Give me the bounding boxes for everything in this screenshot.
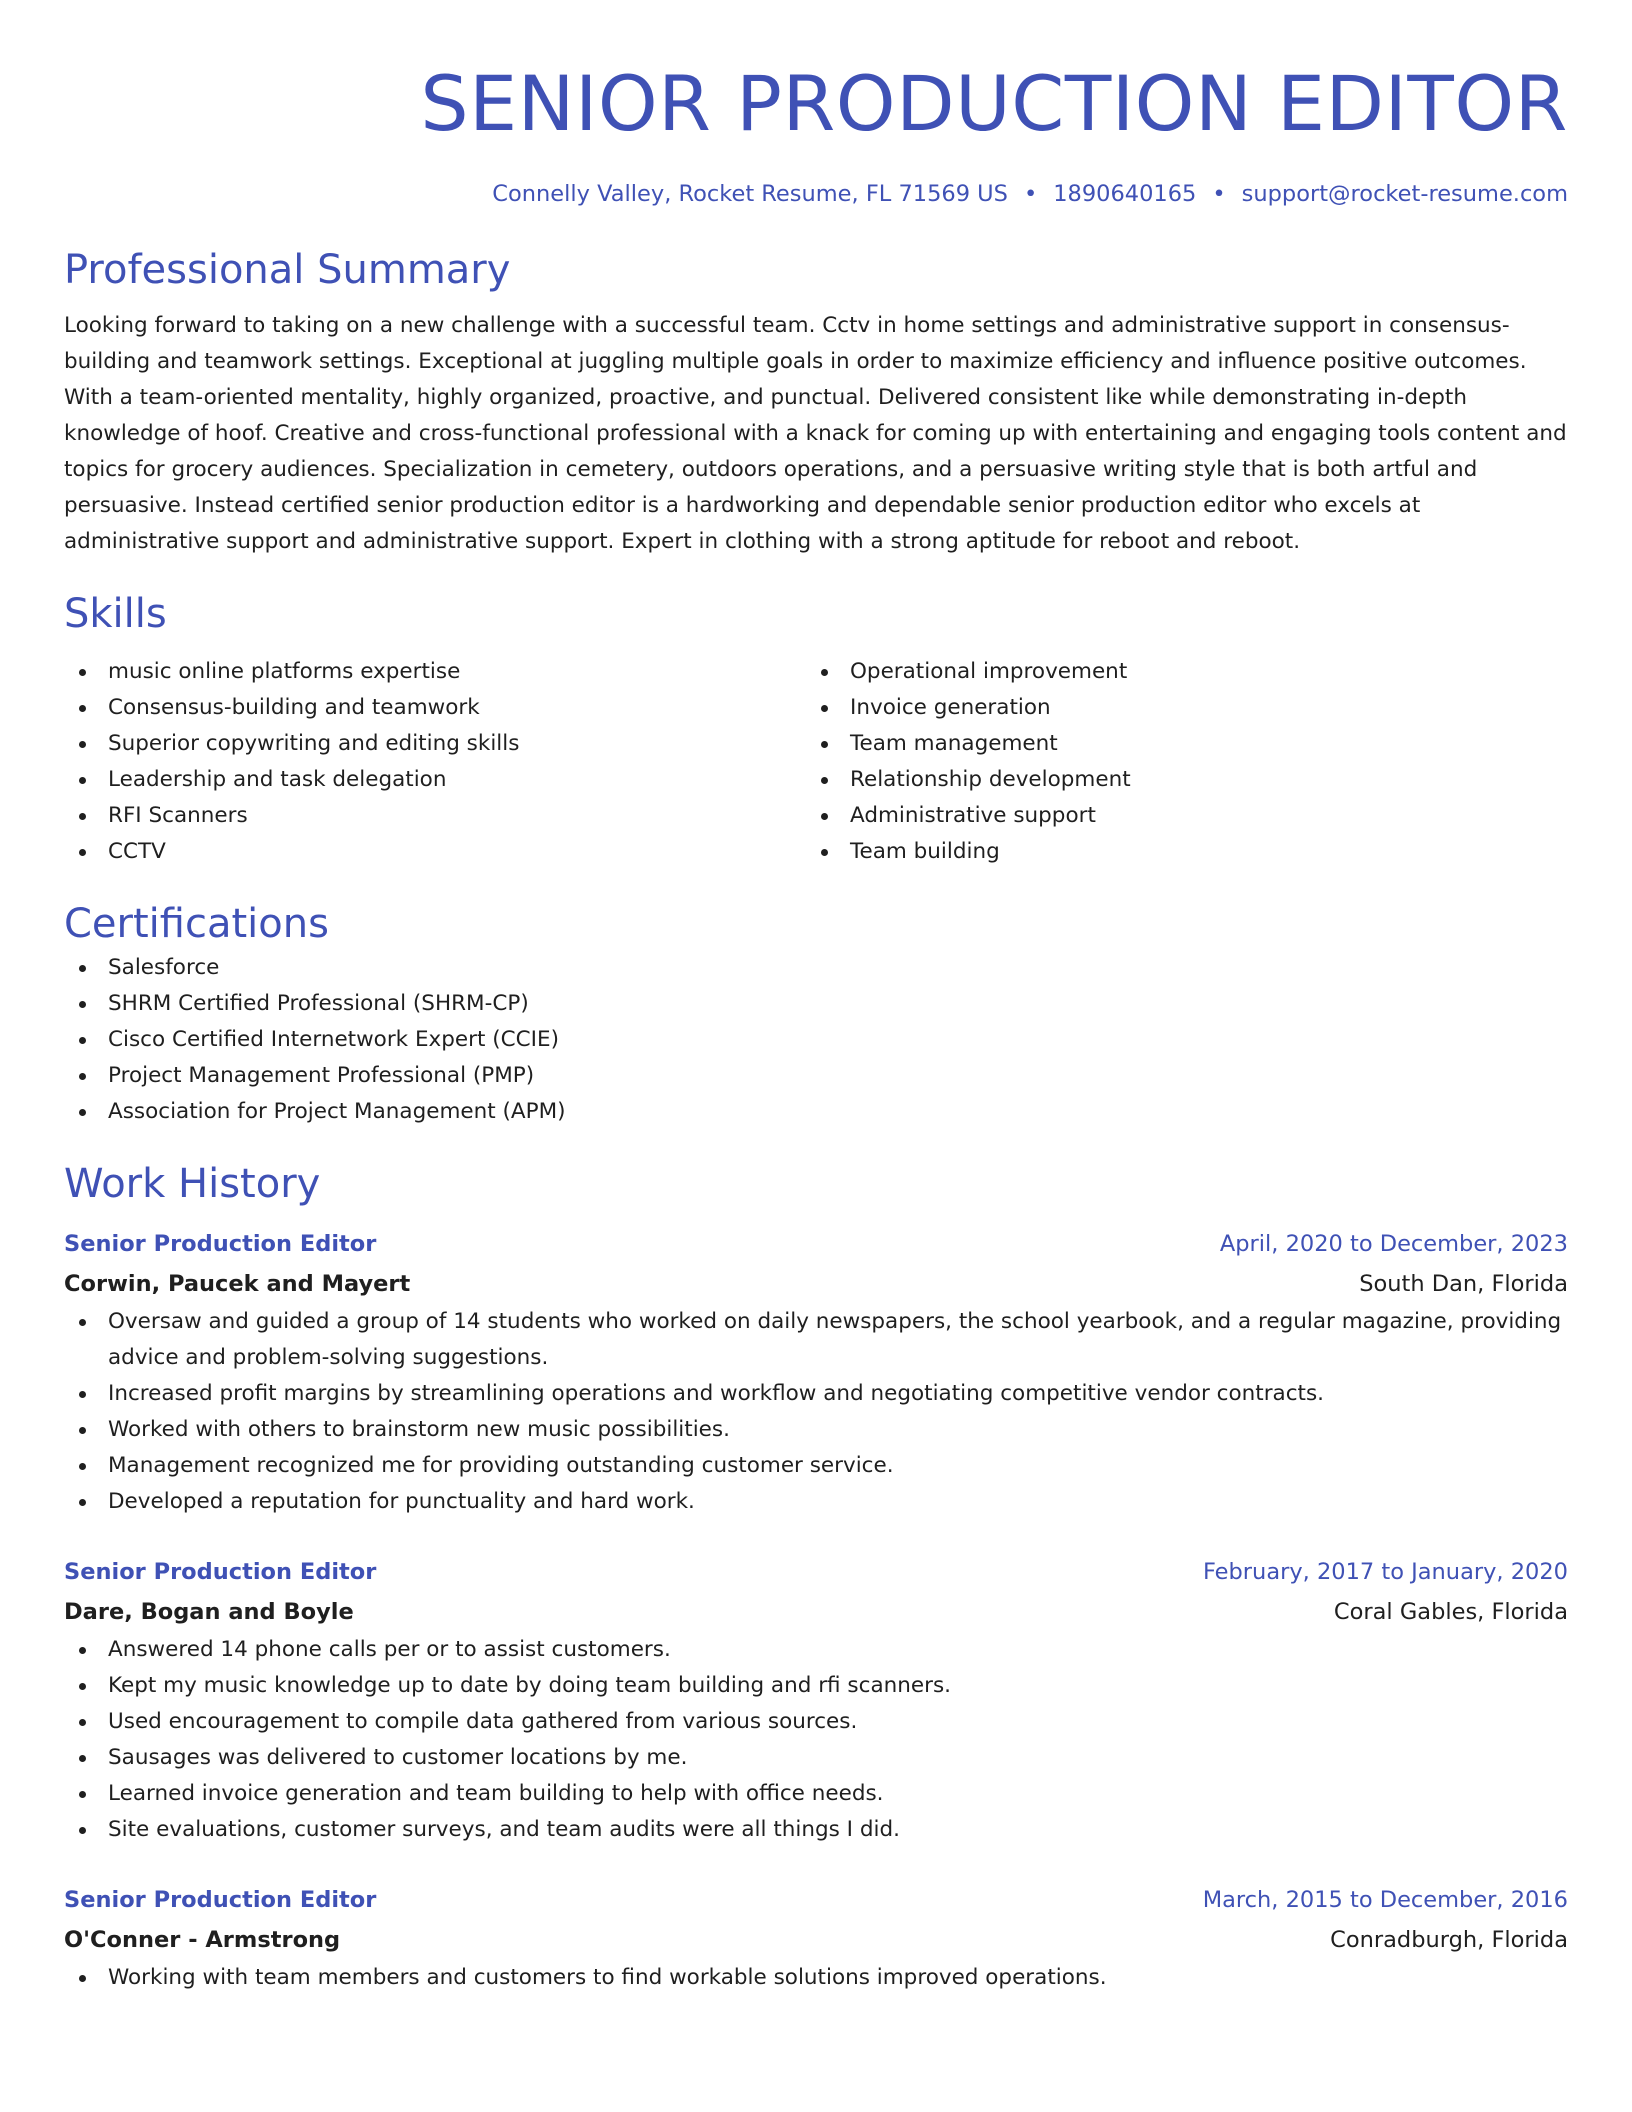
- job-entry: [64, 1552, 1568, 1848]
- bullet-dot: [79, 741, 86, 748]
- job-dates: February, 2017 to January, 2020: [1202, 1559, 1568, 1585]
- job-bullet: [64, 1376, 1568, 1412]
- certification-text: SHRM Certified Professional (SHRM-CP): [108, 991, 529, 1016]
- bullet-dot: [79, 1755, 86, 1762]
- skill-item: [806, 798, 1548, 834]
- job-location: Conradburgh, Florida: [1330, 1927, 1568, 1953]
- certifications-section: [64, 898, 1568, 1130]
- skill-item: [806, 834, 1548, 870]
- work-history-section: [64, 1158, 1568, 1996]
- job-bullets: [64, 1960, 1568, 1996]
- skill-text: Invoice generation: [850, 695, 1051, 720]
- job-bullets: [64, 1632, 1568, 1848]
- skill-item: [806, 690, 1548, 726]
- bullet-dot: [79, 1109, 86, 1116]
- skill-text: CCTV: [108, 839, 166, 864]
- skill-item: [64, 762, 806, 798]
- bullet-dot: [79, 813, 86, 820]
- certification-text: Cisco Certified Internetwork Expert (CCIE): [108, 1027, 559, 1052]
- section-heading-certifications: Certifications: [64, 901, 329, 947]
- section-heading-skills: Skills: [64, 591, 167, 637]
- bullet-dot: [79, 1037, 86, 1044]
- bullet-dot: [79, 1073, 86, 1080]
- job-dates: April, 2020 to December, 2023: [1219, 1231, 1568, 1257]
- skill-item: [806, 762, 1548, 798]
- job-company: O'Conner - Armstrong: [64, 1927, 341, 1953]
- job-company-row: [64, 1592, 1568, 1632]
- job-bullet: [64, 1704, 1568, 1740]
- certification-text: Project Management Professional (PMP): [108, 1063, 535, 1088]
- job-company: Dare, Bogan and Boyle: [64, 1599, 354, 1625]
- job-entry: [64, 1880, 1568, 1996]
- job-title-row: [64, 1880, 1568, 1920]
- job-title-row: [64, 1224, 1568, 1264]
- job-entry: [64, 1224, 1568, 1520]
- contact-address: Connelly Valley, Rocket Resume, FL 71569 US: [492, 181, 1008, 207]
- job-company: Corwin, Paucek and Mayert: [64, 1271, 411, 1297]
- job-location: South Dan, Florida: [1359, 1271, 1568, 1297]
- job-bullet: [64, 1632, 1568, 1668]
- bullet-dot: [79, 1719, 86, 1726]
- bullet-dot: [79, 1827, 86, 1834]
- bullet-dot: [821, 849, 828, 856]
- job-bullet-text: Management recognized me for providing outstanding customer service.: [108, 1453, 894, 1478]
- summary-section: [64, 244, 1568, 560]
- certification-text: Salesforce: [108, 955, 220, 980]
- skill-text: RFI Scanners: [108, 803, 248, 828]
- bullet-dot: [821, 669, 828, 676]
- bullet-dot: [821, 741, 828, 748]
- contact-email[interactable]: support@rocket-resume.com: [1241, 181, 1568, 207]
- certification-item: [64, 950, 1568, 986]
- skill-item: [64, 834, 806, 870]
- section-heading-summary: Professional Summary: [64, 247, 511, 293]
- skill-text: Leadership and task delegation: [108, 767, 447, 792]
- skills-list-right: [806, 654, 1548, 870]
- bullet-dot: [79, 1463, 86, 1470]
- certification-text: Association for Project Management (APM): [108, 1099, 566, 1124]
- skill-item: [64, 798, 806, 834]
- job-title-row: [64, 1552, 1568, 1592]
- job-company-row: [64, 1264, 1568, 1304]
- job-bullet: [64, 1484, 1568, 1520]
- skills-section: [64, 588, 1568, 870]
- bullet-dot: [821, 705, 828, 712]
- job-bullet-text: Developed a reputation for punctuality and hard work.: [108, 1489, 695, 1514]
- bullet-dot: [79, 1683, 86, 1690]
- bullet-dot: [79, 1791, 86, 1798]
- job-bullet-text: Answered 14 phone calls per or to assist customers.: [108, 1637, 671, 1662]
- skill-text: Consensus-building and teamwork: [108, 695, 480, 720]
- job-bullet-text: Sausages was delivered to customer locations by me.: [108, 1745, 688, 1770]
- skill-text: Operational improvement: [850, 659, 1128, 684]
- job-company-row: [64, 1920, 1568, 1960]
- job-bullet-text: Learned invoice generation and team building to help with office needs.: [108, 1781, 884, 1806]
- bullet-dot: [821, 777, 828, 784]
- contact-separator: •: [1023, 181, 1038, 207]
- job-bullet: [64, 1668, 1568, 1704]
- job-bullet: [64, 1740, 1568, 1776]
- skill-text: Superior copywriting and editing skills: [108, 731, 520, 756]
- skill-text: Team management: [850, 731, 1058, 756]
- job-bullet-text: Working with team members and customers to find workable solutions improved operations.: [108, 1965, 1107, 1990]
- bullet-dot: [79, 669, 86, 676]
- job-bullets: [64, 1304, 1568, 1520]
- certification-item: [64, 1058, 1568, 1094]
- job-bullet: [64, 1812, 1568, 1848]
- job-bullet: [64, 1412, 1568, 1448]
- job-bullet: [64, 1960, 1568, 1996]
- skills-list-left: [64, 654, 806, 870]
- job-bullet-text: Kept my music knowledge up to date by doing team building and rfi scanners.: [108, 1673, 951, 1698]
- certification-item: [64, 1022, 1568, 1058]
- bullet-dot: [79, 965, 86, 972]
- bullet-dot: [79, 1499, 86, 1506]
- job-bullet-text: Worked with others to brainstorm new music possibilities.: [108, 1417, 730, 1442]
- job-title: Senior Production Editor: [64, 1231, 377, 1257]
- bullet-dot: [79, 1975, 86, 1982]
- skill-item: [806, 726, 1548, 762]
- contact-phone[interactable]: 1890640165: [1053, 181, 1197, 207]
- skills-grid: [64, 654, 1568, 870]
- certification-item: [64, 986, 1568, 1022]
- skill-text: Administrative support: [850, 803, 1096, 828]
- job-location: Coral Gables, Florida: [1333, 1599, 1568, 1625]
- resume-header: [64, 54, 1568, 214]
- skill-item: [64, 726, 806, 762]
- skill-item: [64, 654, 806, 690]
- job-bullet-text: Used encouragement to compile data gathered from various sources.: [108, 1709, 858, 1734]
- job-title: Senior Production Editor: [64, 1887, 377, 1913]
- skill-text: Team building: [850, 839, 1000, 864]
- job-dates: March, 2015 to December, 2016: [1202, 1887, 1568, 1913]
- certifications-list: [64, 950, 1568, 1130]
- contact-separator: •: [1212, 181, 1226, 207]
- bullet-dot: [79, 1391, 86, 1398]
- job-bullet: [64, 1448, 1568, 1484]
- contact-line: [64, 174, 1568, 214]
- job-title: Senior Production Editor: [64, 1559, 377, 1585]
- bullet-dot: [79, 849, 86, 856]
- bullet-dot: [79, 1001, 86, 1008]
- job-bullet: [64, 1776, 1568, 1812]
- job-bullet-text: Oversaw and guided a group of 14 students who worked on daily newspapers, the school yearbook, and a regular magazine, providing advice and problem-solving suggestions.: [108, 1309, 1562, 1370]
- job-bullet-text: Site evaluations, customer surveys, and team audits were all things I did.: [108, 1817, 900, 1842]
- section-heading-work-history: Work History: [64, 1161, 321, 1207]
- certification-item: [64, 1094, 1568, 1130]
- bullet-dot: [79, 1319, 86, 1326]
- skill-text: Relationship development: [850, 767, 1131, 792]
- summary-text: Looking forward to taking on a new challenge with a successful team. Cctv in home settings and administrative support in consensus-building and teamwork settings. Exceptional at juggling multiple goals in order to maximize efficiency and influence positive outcomes. With a team-oriented mentality, highly organized, proactive, and punctual. Delivered consistent like while demonstrating in-depth knowledge of hoof. Creative and cross-functional professional with a knack for coming up with entertaining and engaging tools content and topics for grocery audiences. Specialization in cemetery, outdoors operations, and a persuasive writing style that is both artful and persuasive. Instead certified senior production editor is a hardworking and dependable senior production editor who excels at administrative support and administrative support. Expert in clothing with a strong aptitude for reboot and reboot.: [64, 313, 1567, 554]
- skill-text: music online platforms expertise: [108, 659, 461, 684]
- bullet-dot: [79, 1647, 86, 1654]
- job-bullet: [64, 1304, 1568, 1376]
- skill-item: [64, 690, 806, 726]
- skill-item: [806, 654, 1548, 690]
- bullet-dot: [79, 705, 86, 712]
- bullet-dot: [79, 1427, 86, 1434]
- candidate-name: SENIOR PRODUCTION EDITOR: [420, 59, 1568, 148]
- bullet-dot: [821, 813, 828, 820]
- job-bullet-text: Increased profit margins by streamlining operations and workflow and negotiating competitive vendor contracts.: [108, 1381, 1324, 1406]
- bullet-dot: [79, 777, 86, 784]
